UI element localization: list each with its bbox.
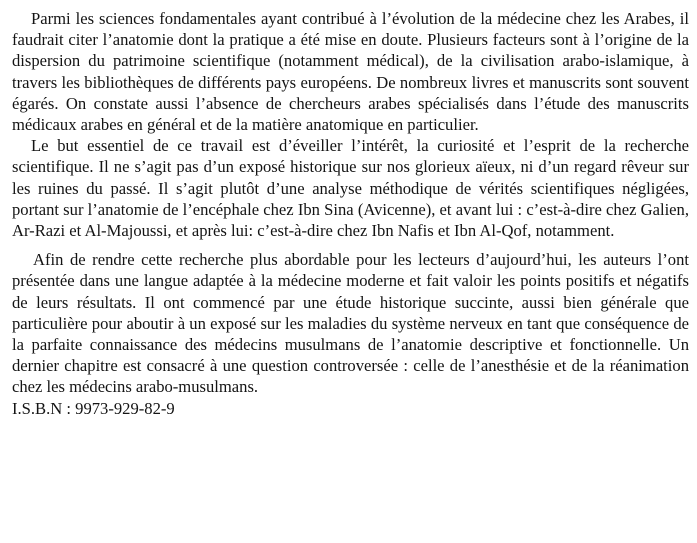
paragraph-purpose: Le but essentiel de ce travail est d’éveiller l’intérêt, la curiosité et l’esprit de la recherche scientifique. Il ne s’agit pas d’un exposé historique sur nos glorieux aïeux, ni d’un regard rêveur sur les ruines du passé. Il s’agit plutôt d’une analyse méthodique de vérités scientifiques négligées, portant sur l’anatomie de l’encéphale chez Ibn Sina (Avicenne), et avant lui : c’est-à-dire chez Galien, Ar-Razi et Al-Majoussi, et après lui: c’est-à-dire chez Ibn Nafis et Ibn Al-Qof, notamment.: [12, 136, 689, 241]
paragraph-introduction: Parmi les sciences fondamentales ayant contribué à l’évolution de la médecine chez les Arabes, il faudrait citer l’anatomie dont la pratique a été mise en doute. Plusieurs facteurs sont à l’origine de la dispersion du patrimoine scientifique (notamment médical), de la civilisation arabo-islamique, à travers les bibliothèques de différents pays européens. De nombreux livres et manuscrits sont souvent égarés. On constate aussi l’absence de chercheurs arabes spécialisés dans l’étude des manuscrits médicaux arabes en général et de la matière anatomique en particulier.: [12, 9, 689, 135]
back-cover-text: [12, 8, 689, 419]
isbn-line: I.S.B.N : 9973-929-82-9: [12, 398, 175, 418]
paragraph-content-summary: Afin de rendre cette recherche plus abordable pour les lecteurs d’aujourd’hui, les auteurs l’ont présentée dans une langue adaptée à la médecine moderne et fait valoir les points positifs et négatifs de leurs résultats. Il ont commencé par une étude historique succinte, aussi bien générale que particulière pour aboutir à un exposé sur les maladies du système nerveux en tant que conséquence de la parfaite connaissance des médecins musulmans de l’anatomie descriptive et fonctionnelle. Un dernier chapitre est consacré à une question controversée : celle de l’anesthésie et de la réanimation chez les médecins arabo-musulmans.: [12, 250, 689, 397]
